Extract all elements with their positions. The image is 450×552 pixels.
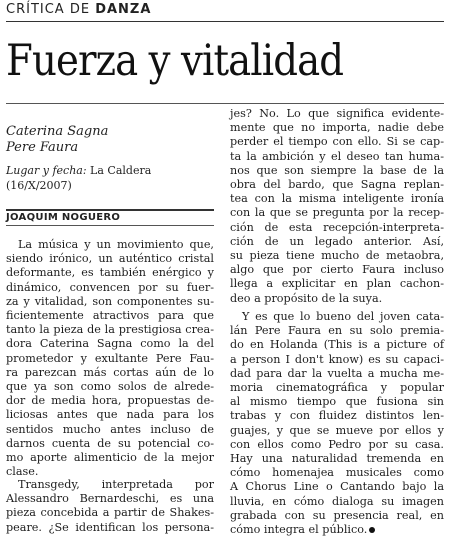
text-line: Hay una naturalidad tremenda en: [230, 452, 444, 466]
column2-paragraph2: [230, 310, 444, 537]
text-line: La música y un movimiento que,: [18, 238, 214, 251]
top-rule: [6, 21, 444, 22]
text-line: jes? No. Lo que significa evidente-: [230, 107, 444, 120]
end-mark-bullet-icon: [369, 527, 375, 533]
text-line: dad para dar la vuelta a mucha me-: [230, 366, 444, 380]
text-line: za y vitalidad, son componentes su-: [6, 294, 214, 308]
text-line: clase.: [6, 465, 39, 479]
text-line: cómo homenajea musicales como: [230, 466, 444, 480]
text-line: dor de media hora, propuestas de-: [6, 394, 214, 408]
text-line: prometedor y exultante Pere Fau-: [6, 351, 214, 365]
headline: Fuerza y vitalidad: [6, 36, 344, 86]
text-line: sentidos mucho antes incluso de: [6, 422, 214, 436]
info-date: (16/X/2007): [6, 179, 72, 192]
text-line: con la que se pregunta por la recep-: [230, 206, 444, 220]
column1-paragraph2: [6, 478, 214, 535]
headline-rule: [6, 103, 444, 104]
text-line: lán Pere Faura en su solo premia-: [230, 324, 444, 338]
text-line: do en Holanda (This is a picture of: [230, 338, 444, 352]
author-bar: [6, 209, 214, 226]
text-line: mo aporte alimenticio de la mejor: [6, 451, 214, 465]
byline-dancer: Pere Faura: [6, 140, 79, 155]
column1-paragraph1: [6, 238, 214, 479]
text-line: Alessandro Bernardeschi, es una: [6, 492, 214, 506]
section-label-bold: DANZA: [95, 2, 152, 17]
text-line: algo que por cierto Faura incluso: [230, 263, 444, 277]
text-line: ra parezcan más cortas aún de lo: [6, 365, 214, 379]
column2-paragraph1: [230, 107, 444, 306]
text-line: ta la ambición y el deseo tan huma-: [230, 149, 444, 163]
text-line: guajes, y que se mueve por ellos y: [230, 423, 444, 437]
text-line: deformante, es también enérgico y: [6, 266, 214, 280]
text-line: peare. ¿Se identifican los persona-: [6, 520, 214, 534]
text-line: obra del bardo, que Sagna replan-: [230, 178, 444, 192]
text-line: siendo irónico, un auténtico cristal: [6, 252, 214, 266]
text-line: ficientemente atractivos para que: [6, 309, 214, 323]
event-info: [6, 163, 214, 193]
text-line: trabas y con fluidez distintos len-: [230, 409, 444, 423]
text-line: deo a propósito de la suya.: [230, 291, 383, 305]
text-line: al mismo tiempo que fusiona sin: [230, 395, 444, 409]
section-label-light: CRÍTICA DE: [6, 2, 91, 17]
info-place: La Caldera: [90, 164, 152, 177]
text-line: ción de esta recepción-interpreta-: [230, 220, 444, 234]
text-line: tea con la misma inteligente ironía: [230, 192, 444, 206]
final-sentence: cómo integra el público.: [230, 523, 368, 537]
text-line: ción de un legado anterior. Así,: [230, 234, 444, 248]
text-line: darnos cuenta de su potencial co-: [6, 436, 214, 450]
text-line: Transgedy, interpretada por: [18, 478, 214, 491]
text-line: a person I don't know) es su capaci-: [230, 352, 444, 366]
text-line: mente que no importa, nadie debe: [230, 121, 444, 135]
text-line: A Chorus Line o Cantando bajo la: [230, 480, 444, 494]
text-line: lluvia, en cómo dialoga su imagen: [230, 494, 444, 508]
text-line: su pieza tiene mucho de metaobra,: [230, 249, 444, 263]
info-label: Lugar y fecha:: [6, 164, 87, 177]
text-line: tanto la pieza de la prestigiosa crea-: [6, 323, 214, 337]
byline-choreographer: Caterina Sagna: [6, 124, 109, 139]
text-line: con ellos como Pedro por su casa.: [230, 437, 444, 451]
text-line: moria cinematográfica y popular: [230, 381, 444, 395]
text-line: perder el tiempo con ello. Si se cap-: [230, 135, 444, 149]
text-line: liciosas antes que nada para los: [6, 408, 214, 422]
text-line: nos que son siempre la base de la: [230, 163, 444, 177]
author-name: JOAQUIM NOGUERO: [6, 212, 121, 223]
text-line: pieza concebida a partir de Shakes-: [6, 506, 214, 520]
text-line: dora Caterina Sagna como la del: [6, 337, 214, 351]
text-line: que ya son como solos de alrede-: [6, 380, 214, 394]
text-line: dinámico, convencen por su fuer-: [6, 280, 214, 294]
text-line: llega a explicitar en plan cachon-: [230, 277, 444, 291]
section-label: [6, 2, 151, 17]
text-line-final: [230, 523, 444, 537]
byline: [6, 124, 214, 156]
text-line: grabada con su presencia real, en: [230, 508, 444, 522]
text-line: Y es que lo bueno del joven cata-: [242, 310, 444, 323]
